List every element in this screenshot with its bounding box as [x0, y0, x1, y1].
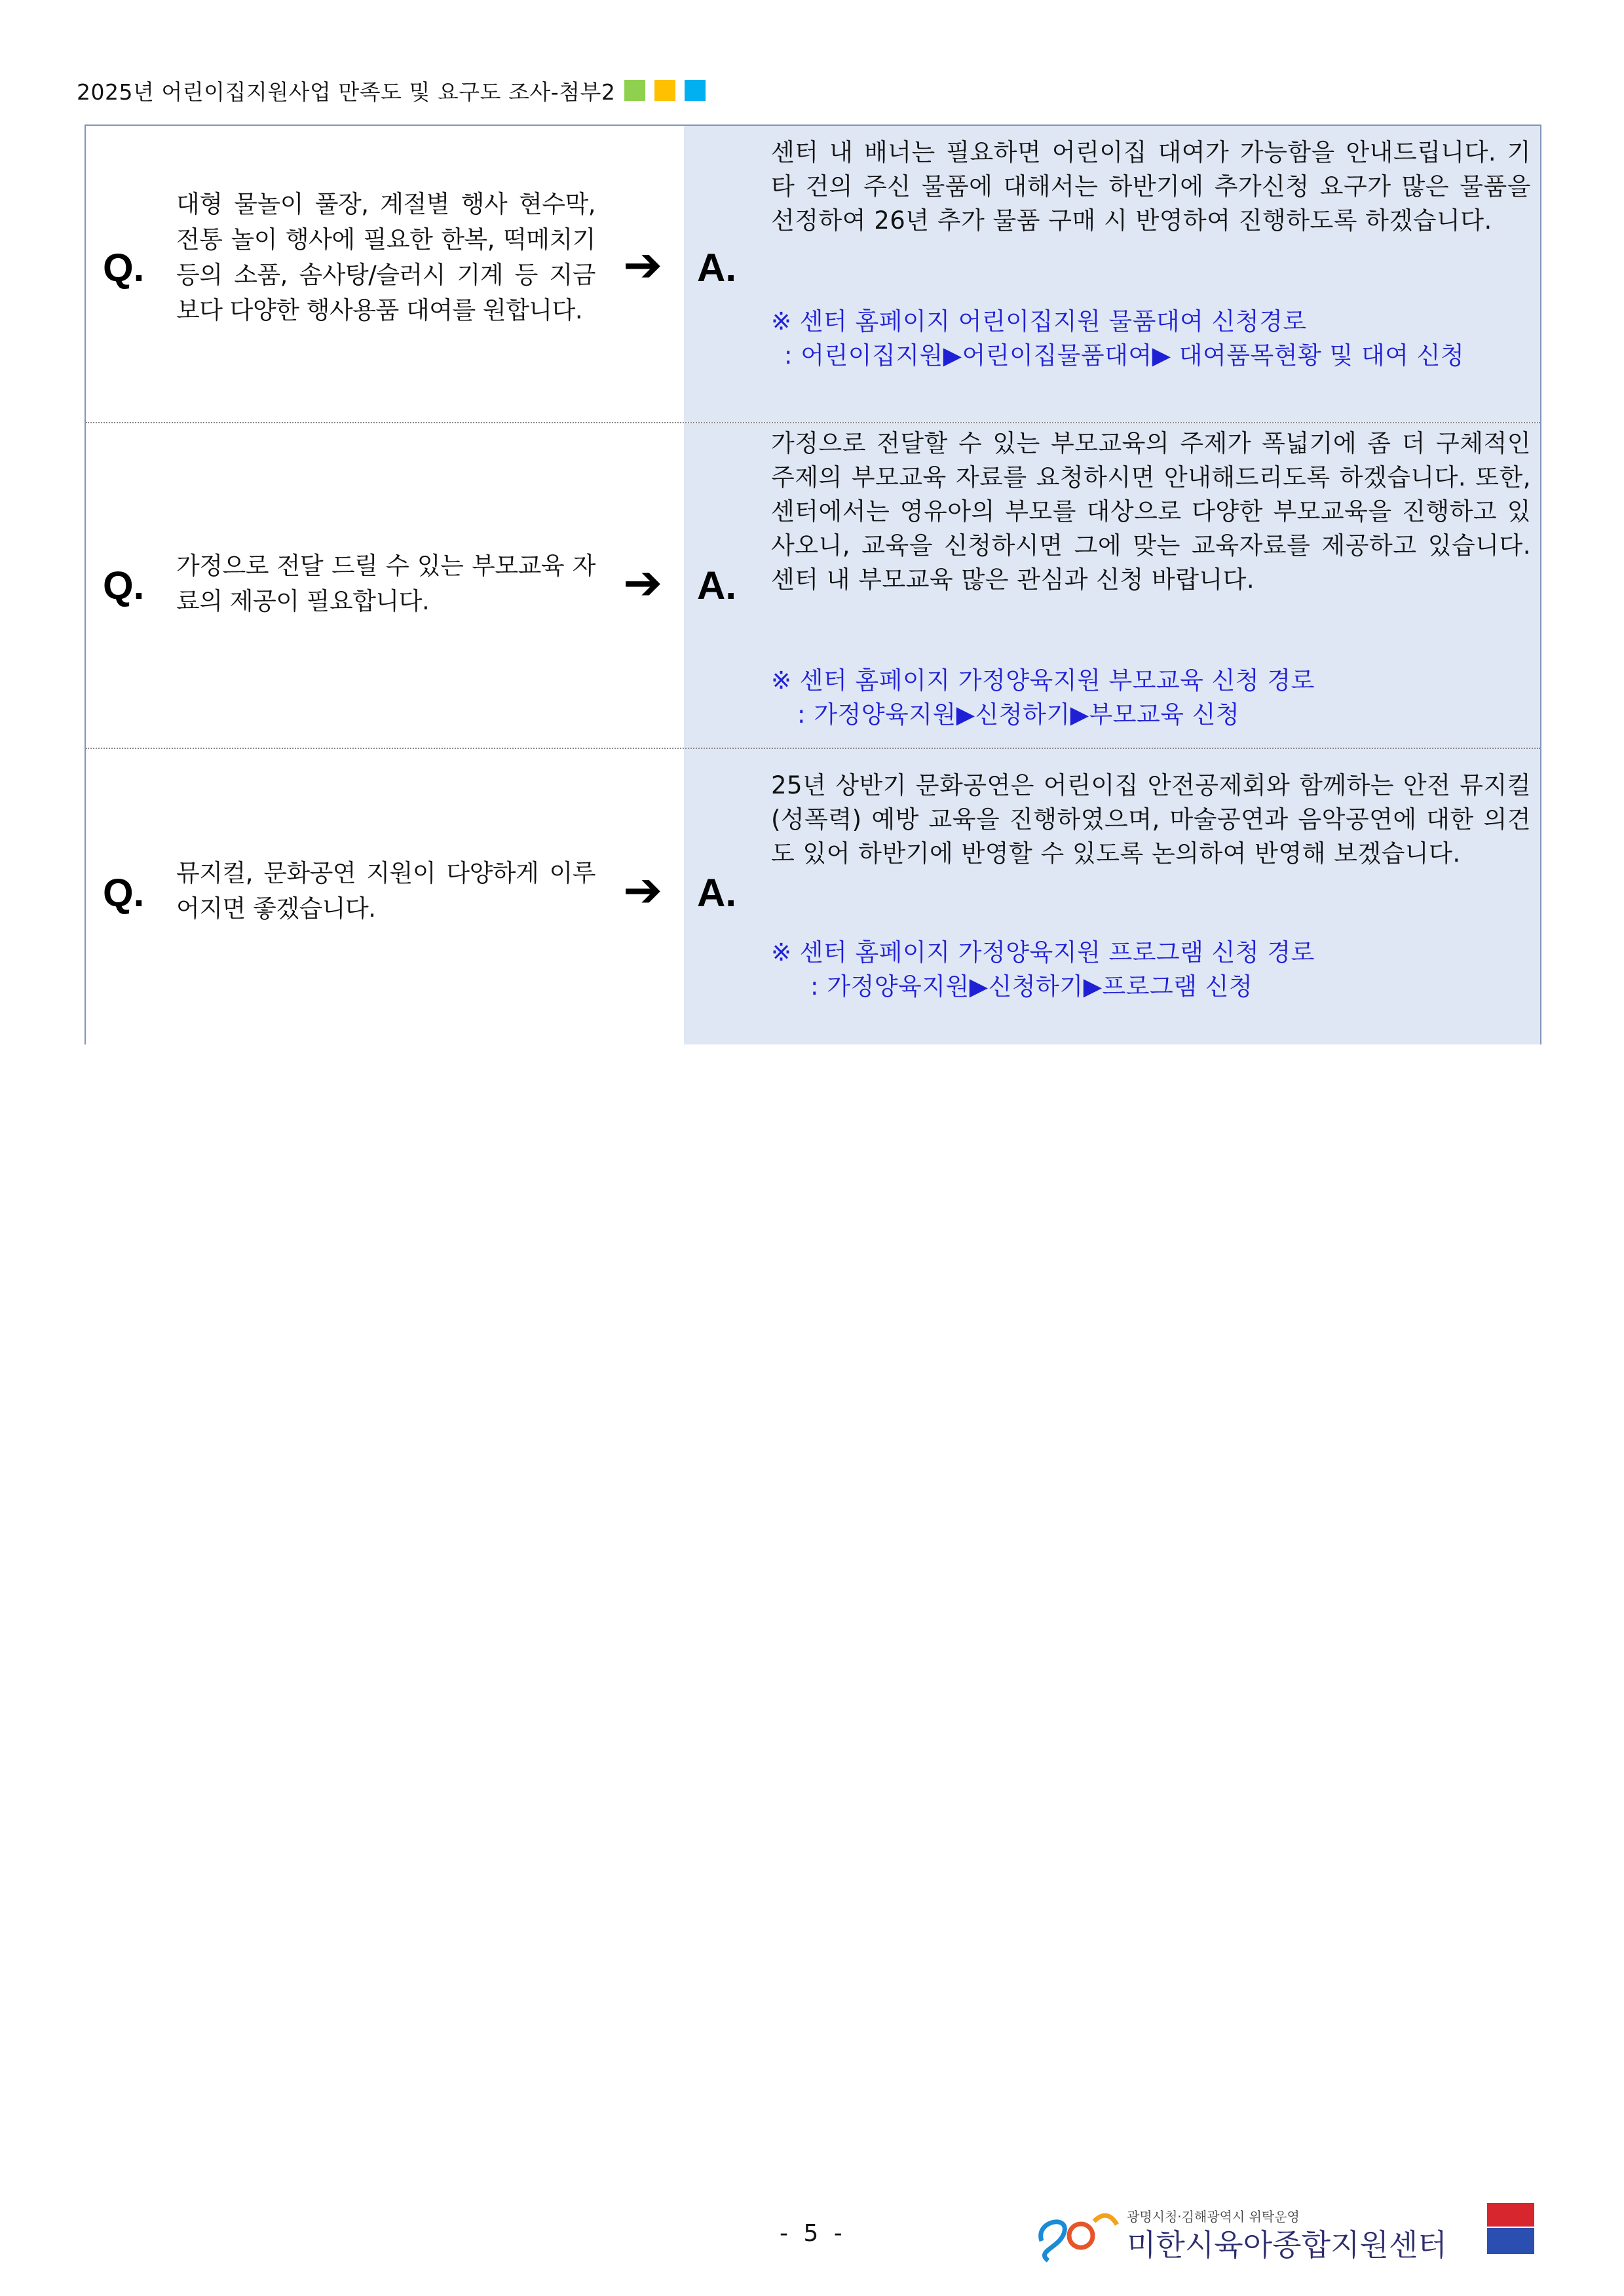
answer-cell — [684, 423, 1540, 749]
green-square-icon — [624, 80, 645, 101]
answer-text: 센터 내 배너는 필요하면 어린이집 대여가 가능함을 안내드립니다. 기타 건의 주신 물품에 대해서는 하반기에 추가신청 요구가 많은 물품을 선정하여 26년 추가 물품 구매 시 반영하여 진행하도록 하겠습니다. — [771, 138, 1531, 235]
qa-row — [86, 422, 1540, 749]
header-title: 2025년 어린이집지원사업 만족도 및 요구도 조사-첨부2 — [77, 79, 616, 105]
note-title: ※ 센터 홈페이지 어린이집지원 물품대여 신청경로 — [771, 307, 1307, 335]
a-mark: A. — [697, 564, 736, 607]
homepage-note — [771, 936, 1531, 1004]
qa-table — [85, 124, 1541, 1044]
q-mark: Q. — [103, 564, 145, 607]
note-path: : 어린이집지원▶어린이집물품대여▶ 대여품목현황 및 대여 신청 — [784, 341, 1465, 370]
q-mark: Q. — [103, 246, 145, 290]
arrow-right-icon: ➔ — [623, 237, 663, 292]
answer-cell — [684, 749, 1540, 1044]
note-path: : 가정양육지원▶신청하기▶프로그램 신청 — [810, 972, 1253, 1001]
homepage-note — [771, 305, 1531, 373]
question-text: 가정으로 전달 드릴 수 있는 부모교육 자료의 제공이 필요합니다. — [176, 552, 595, 615]
question-text: 뮤지컬, 문화공연 지원이 다양하게 이루어지면 좋겠습니다. — [176, 859, 595, 923]
arrow-right-icon: ➔ — [623, 862, 663, 917]
center-logo — [1029, 2195, 1539, 2267]
note-title: ※ 센터 홈페이지 가정양육지원 부모교육 신청 경로 — [771, 666, 1315, 695]
page-header — [77, 73, 706, 107]
question-cell — [86, 423, 684, 749]
answer-text: 가정으로 전달할 수 있는 부모교육의 주제가 폭넓기에 좀 더 구체적인 주제의 부모교육 자료를 요청하시면 안내해드리도록 하겠습니다. 또한, 센터에서는 영유아의 부모를 대상으로 다양한 부모교육을 진행하고 있사오니, 교육을 신청하시면 그에 맞는 교육자료를 제공하고 있습니다. 센터 내 부모교육 많은 관심과 신청 바랍니다. — [771, 429, 1531, 594]
yellow-square-icon — [654, 80, 675, 101]
a-mark: A. — [697, 871, 736, 915]
question-cell — [86, 126, 684, 422]
qa-row — [86, 126, 1540, 422]
note-title: ※ 센터 홈페이지 가정양육지원 프로그램 신청 경로 — [771, 938, 1315, 966]
answer-cell — [684, 126, 1540, 422]
qa-row — [86, 748, 1540, 1044]
a-mark: A. — [697, 246, 736, 290]
blue-square-icon — [685, 80, 706, 101]
homepage-note — [771, 664, 1531, 732]
note-path: : 가정양육지원▶신청하기▶부모교육 신청 — [797, 700, 1240, 729]
logo-small-text: 광명시청·김해광역시 위탁운영 — [1127, 2209, 1300, 2225]
q-mark: Q. — [103, 871, 145, 915]
arrow-right-icon: ➔ — [623, 555, 663, 610]
answer-text: 25년 상반기 문화공연은 어린이집 안전공제회와 함께하는 안전 뮤지컬(성폭력) 예방 교육을 진행하였으며, 마술공연과 음악공연에 대한 의견도 있어 하반기에 반영할 수 있도록 논의하여 반영해 보겠습니다. — [771, 771, 1531, 868]
question-text: 대형 물놀이 풀장, 계절별 행사 현수막, 전통 놀이 행사에 필요한 한복, 떡메치기 등의 소품, 솜사탕/슬러시 기계 등 지금보다 다양한 행사용품 대여를 원합니다. — [176, 190, 595, 324]
center-logo-icon — [1029, 2195, 1539, 2267]
question-cell — [86, 749, 684, 1044]
page-number: - 5 - — [780, 2220, 846, 2247]
logo-name-text: 미한시육아종합지원센터 — [1127, 2227, 1447, 2263]
